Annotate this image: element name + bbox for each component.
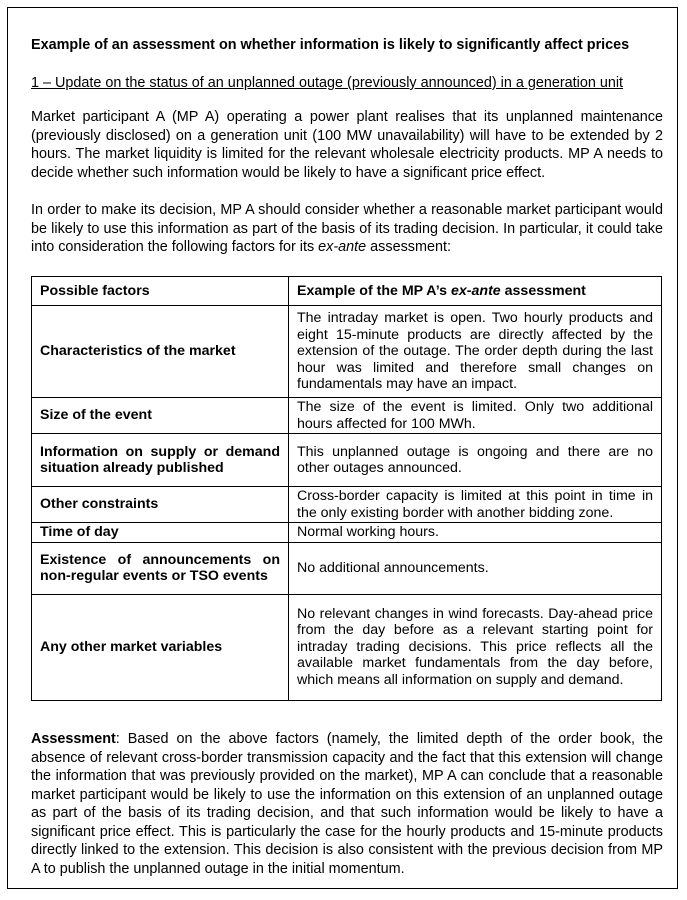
header-col2-italic: ex-ante <box>451 282 501 299</box>
header-col2-after: assessment <box>500 282 586 299</box>
factor-cell: Existence of announcements on non-regular events or TSO events <box>32 542 289 594</box>
example-cell: Normal working hours. <box>289 523 662 543</box>
header-col2-before: Example of the MP A’s <box>297 282 452 299</box>
para2-text-before: In order to make its decision, MP A should consider whether a reasonable market participant would be likely to use this information as part of the basis of its trading decision. In particular, it could take into consideration the following factors for its <box>31 202 663 255</box>
factor-cell: Any other market variables <box>32 594 289 700</box>
table-row <box>32 306 662 398</box>
header-possible-factors: Possible factors <box>32 277 289 306</box>
assessment-label: Assessment <box>31 731 116 747</box>
example-cell: No relevant changes in wind forecasts. Day-ahead price from the day before as a relevant starting point for intraday trading decisions. This price reflects all the available market fundamentals from the day before, which means all information on supply and demand. <box>289 594 662 700</box>
table-row <box>32 398 662 434</box>
example-cell: The intraday market is open. Two hourly products and eight 15-minute products are directly affected by the extension of the outage. The order depth during the last hour was limited and therefore small changes on fundamentals may have an impact. <box>289 306 662 398</box>
para2-text-after: assessment: <box>366 239 451 255</box>
table-row <box>32 594 662 700</box>
assessment-text: : Based on the above factors (namely, the limited depth of the order book, the absence of relevant cross-border transmission capacity and the fact that this extension will change the information that was previously provided on the market), MP A can conclude that a reasonable market participant would be likely to use the information on this extension of an unplanned outage as part of the basis of its trading decision, and that such information would be likely to have a significant price effect. This is particularly the case for the hourly products and 15-minute products directly linked to the extension. This decision is also consistent with the previous decision from MP A to publish the unplanned outage in the initial momentum. <box>31 731 663 877</box>
factors-table <box>31 276 662 701</box>
example-cell: No additional announcements. <box>289 542 662 594</box>
factor-cell: Information on supply or demand situation already published <box>32 434 289 487</box>
consideration-paragraph <box>31 201 663 257</box>
factor-cell: Size of the event <box>32 398 289 434</box>
document-title: Example of an assessment on whether information is likely to significantly affect prices <box>31 37 630 53</box>
assessment-paragraph <box>31 730 663 878</box>
factor-cell: Time of day <box>32 523 289 543</box>
example-cell: Cross-border capacity is limited at this point in time in the only existing border with another bidding zone. <box>289 487 662 523</box>
document-box <box>7 7 678 889</box>
example-cell: This unplanned outage is ongoing and there are no other outages announced. <box>289 434 662 487</box>
intro-paragraph: Market participant A (MP A) operating a power plant realises that its unplanned maintenance (previously disclosed) on a generation unit (100 MW unavailability) will have to be extended by 2 hours. The market liquidity is limited for the relevant wholesale electricity products. MP A needs to decide whether such information would be likely to have a significant price effect. <box>31 109 663 181</box>
table-row <box>32 523 662 543</box>
example-cell: The size of the event is limited. Only two additional hours affected for 100 MWh. <box>289 398 662 434</box>
factor-cell: Other constraints <box>32 487 289 523</box>
table-header-row <box>32 277 662 306</box>
para2-italic-term: ex-ante <box>318 239 367 255</box>
table-row <box>32 487 662 523</box>
table-row <box>32 434 662 487</box>
section-subtitle: 1 – Update on the status of an unplanned outage (previously announced) in a generation unit <box>31 75 624 91</box>
header-example-assessment <box>289 277 662 306</box>
table-row <box>32 542 662 594</box>
factor-cell: Characteristics of the market <box>32 306 289 398</box>
